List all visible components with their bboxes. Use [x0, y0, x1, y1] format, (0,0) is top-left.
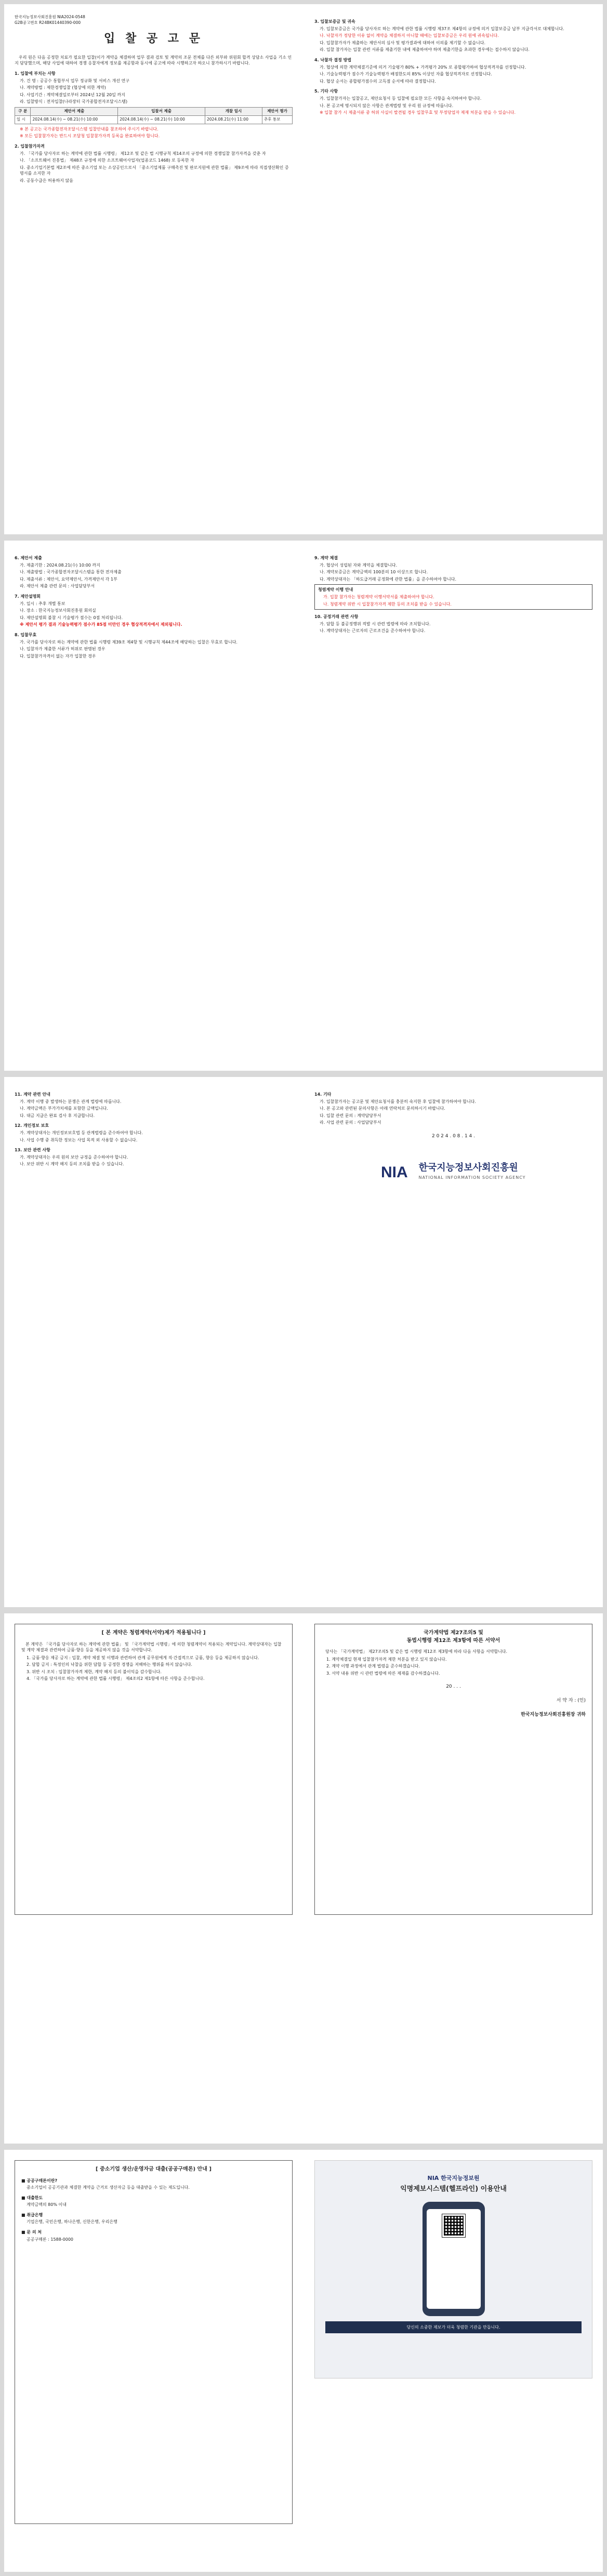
- section-7-item: 다. 제안설명회 불참 시 기술평가 점수는 0점 처리됩니다.: [20, 615, 123, 620]
- table-header-cell: 입찰서 제출: [118, 108, 205, 116]
- integrity-contract-item: 1. 금품·향응 제공 금지 : 입찰, 계약 체결 및 이행과 관련하여 관계 공무원에게 직·간접적으로 금품, 향응 등을 제공하지 않습니다.: [27, 1655, 259, 1660]
- section-1-item: 나. 계약방법 : 제한경쟁입찰 (협상에 의한 계약): [20, 85, 106, 90]
- section-4-title: 4. 낙찰자 결정 방법: [314, 57, 352, 62]
- table-header-cell: 개찰 일시: [205, 108, 262, 116]
- table-header-cell: 제안서 제출: [31, 108, 118, 116]
- table-cell: 2024.08.21(수) 11:00: [205, 115, 262, 124]
- integrity-box: [314, 584, 592, 610]
- section-3-title: 3. 입찰보증금 및 귀속: [314, 19, 355, 24]
- section-5-item: 가. 입찰참가자는 입찰공고, 제안요청서 등 입찰에 필요한 모든 사항을 숙지하여야 합니다.: [320, 96, 482, 101]
- section-10-item: 가. 담합 등 불공정행위 적발 시 관련 법령에 따라 조치합니다.: [320, 621, 431, 626]
- section-14-item: 가. 입찰참가자는 공고문 및 제안요청서를 충분히 숙지한 후 입찰에 참가하여야 합니다.: [320, 1099, 476, 1104]
- page2-right-column: [314, 551, 592, 634]
- pledge-date: 20 . . .: [446, 1684, 461, 1690]
- section-12-title: 12. 개인정보 보호: [15, 1123, 49, 1128]
- loan-section-text: 계약금액의 80% 이내: [27, 2202, 67, 2207]
- document-page-3: [4, 1077, 603, 1607]
- document-page-2: [4, 541, 603, 1071]
- section-13-item: 가. 계약상대자는 우리 원의 보안 규정을 준수하여야 합니다.: [20, 1154, 128, 1160]
- logo-name-ko: 한국지능정보사회진흥원: [418, 1162, 518, 1174]
- intro-paragraph: 우리 원은 다음 공정한 치료가 필요한 입찰(이가 계약을 체결하며 업무 결과 검토 및 계약의 조문 전체를 다른 외부와 위원회 합격 상담소 사업을 기소 인지 담당했으며, 해당 사업에 대하여 경쟁 응찰자에게 정보를 제공함과 동시에 공고에 따라 시행하고자 하오니 참가하시기 바랍니다.: [15, 55, 292, 66]
- section-3-item: 다. 입찰참가자가 제출하는 제안서의 심사 및 평가결과에 대하여 이의를 제기할 수 없습니다.: [320, 40, 485, 45]
- banner-title: NIA 한국지능정보원: [427, 2175, 480, 2181]
- section-3-item: 나. 낙찰자가 정당한 이유 없이 계약을 체결하지 아니할 때에는 입찰보증금은 우리 원에 귀속됩니다.: [320, 33, 499, 38]
- phone-screen: [427, 2209, 481, 2309]
- section-5-title: 5. 기타 사항: [314, 89, 338, 94]
- pledge-signer: 서 약 자 : (인): [556, 1698, 586, 1704]
- section-7-title: 7. 제안설명회: [15, 594, 41, 599]
- section-8-item: 나. 입찰자가 제출한 서류가 허위로 판명된 경우: [20, 647, 105, 652]
- logo-name-en: NATIONAL INFORMATION SOCIETY AGENCY: [418, 1175, 526, 1180]
- integrity-box-item: 나. 청렴계약 위반 시 입찰참가자격 제한 등의 조치를 받을 수 있습니다.: [323, 601, 452, 607]
- section-6-title: 6. 제안서 제출: [15, 556, 42, 560]
- section-12-item: 가. 계약상대자는 개인정보보호법 등 관계법령을 준수하여야 합니다.: [20, 1130, 143, 1135]
- integrity-contract-body: 본 계약은 「국가를 당사자로 하는 계약에 관한 법률」 및 「국가계약법 시행령」에 의한 청렴계약이 적용되는 계약입니다. 계약상대자는 입찰 및 계약 체결과 관련하여 금품·향응 등을 제공하지 않을 것을 서약합니다.: [21, 1641, 282, 1653]
- integrity-box-item: 가. 입찰 참가자는 청렴계약 이행서약서를 제출하여야 합니다.: [323, 594, 434, 599]
- integrity-contract-item: 3. 위반 시 조치 : 입찰참가자격 제한, 계약 해지 등의 불이익을 감수합니다.: [27, 1669, 162, 1674]
- section-4-item: 다. 협상 순서는 종합평가점수의 고득점 순서에 따라 결정합니다.: [320, 78, 436, 84]
- pledge-recipient: 한국지능정보사회진흥원장 귀하: [521, 1712, 586, 1718]
- section-7-item: 나. 장소 : 한국지능정보사회진흥원 회의실: [20, 608, 96, 613]
- section-6-item: 다. 제출서류 : 제안서, 요약제안서, 가격제안서 각 1부: [20, 576, 117, 582]
- section-11-item: 다. 대금 지급은 완료 검사 후 지급합니다.: [20, 1113, 95, 1118]
- section-2-item: 다. 중소기업기본법 제2조에 따른 중소기업 또는 소상공인으로서 「중소기업제품 구매촉진 및 판로지원에 관한 법률」 제9조에 따라 직접생산확인 증명서를 소지한 자: [20, 165, 289, 176]
- page-title: 입 찰 공 고 문: [104, 32, 203, 45]
- loan-section-heading: ■ 문 의 처: [21, 2230, 42, 2235]
- pledge-body: 당사는 「국가계약법」 제27조의5 및 같은 법 시행령 제12조 제3항에 따라 다음 사항을 서약합니다.: [325, 1649, 508, 1654]
- section-3-item: 라. 입찰 참가자는 입찰 관련 서류를 제출기한 내에 제출하여야 하며 제출기한을 초과한 경우에는 접수하지 않습니다.: [320, 47, 530, 52]
- table-cell: 일 시: [15, 115, 31, 124]
- pledge-item: 3. 서약 내용 위반 시 관련 법령에 따른 제재를 감수하겠습니다.: [326, 1671, 440, 1676]
- section-5-item: 나. 본 공고에 명시되지 않은 사항은 관계법령 및 우리 원 규정에 따릅니다.: [320, 103, 454, 108]
- section-14-item: 라. 사업 관련 문의 : 사업담당부서: [320, 1120, 381, 1125]
- section-11-item: 나. 계약금액은 부가가치세를 포함한 금액입니다.: [20, 1106, 108, 1111]
- integrity-contract-item: 2. 담합 금지 : 특정인의 낙찰을 위한 담합 등 공정한 경쟁을 저해하는 행위를 하지 않습니다.: [27, 1662, 192, 1667]
- document-page-4: [4, 1613, 603, 2144]
- section-10-title: 10. 공정거래 관련 사항: [314, 614, 359, 620]
- red-notice: ※ 모든 입찰참가자는 반드시 조달청 입찰참가자격 등록을 완료하여야 합니다.: [20, 134, 160, 139]
- banner-subtitle: 익명제보시스템(헬프라인) 이용안내: [400, 2185, 507, 2193]
- loan-guide-card: [15, 2160, 293, 2524]
- section-12-item: 나. 사업 수행 중 취득한 정보는 사업 목적 외 사용할 수 없습니다.: [20, 1137, 138, 1142]
- section-6-item: 나. 제출방법 : 국가종합전자조달시스템을 통한 전자제출: [20, 570, 122, 575]
- section-4-item: 가. 협상에 의한 계약체결기준에 의거 기술평가 80% + 가격평가 20% 로 종합평가하여 협상적격자를 선정합니다.: [320, 64, 526, 70]
- pledge-title: 국가계약법 제27조의5 및 동법시행령 제12조 제3항에 따른 서약서: [406, 1630, 500, 1644]
- section-2-item: 가. 「국가를 당사자로 하는 계약에 관한 법률 시행령」 제12조 및 같은 법 시행규칙 제14조의 규정에 의한 경쟁입찰 참가자격을 갖춘 자: [20, 151, 266, 156]
- table-row: [15, 115, 293, 124]
- section-13-title: 13. 보안 관련 사항: [15, 1148, 50, 1153]
- phone-illustration: [423, 2202, 485, 2316]
- section-6-item: 라. 제안서 제출 관련 문의 : 사업담당부서: [20, 584, 95, 589]
- section-8-item: 가. 국가를 당사자로 하는 계약에 관한 법률 시행령 제39조 제4항 및 시행규칙 제44조에 해당하는 입찰은 무효로 합니다.: [20, 639, 237, 645]
- svg-text:NIA: NIA: [381, 1164, 408, 1181]
- table-header-cell: 제안서 평가: [262, 108, 292, 116]
- section-8-title: 8. 입찰무효: [15, 632, 37, 637]
- integrity-contract-card: [15, 1624, 293, 1915]
- section-9-item: 나. 계약보증금은 계약금액의 100분의 10 이상으로 합니다.: [320, 570, 428, 575]
- loan-section-text: 공공구매론 : 1588-0000: [27, 2237, 74, 2242]
- header-line-1: 한국지능정보사회진흥원 NIA2024-0548: [15, 15, 85, 19]
- section-10-item: 나. 계약상대자는 근로자의 근로조건을 준수하여야 합니다.: [320, 628, 426, 634]
- section-14-title: 14. 기타: [314, 1092, 332, 1097]
- integrity-box-title: 청렴계약 이행 안내: [318, 587, 353, 593]
- document-page-5: [4, 2150, 603, 2572]
- page1-left-column: [15, 15, 293, 184]
- pledge-item: 1. 계약체결일 현재 입찰참가자격 제한 처분을 받고 있지 않습니다.: [326, 1657, 447, 1662]
- page3-right-column: [314, 1087, 592, 1181]
- loan-section-heading: ■ 대출한도: [21, 2195, 43, 2200]
- page3-left-column: [15, 1087, 293, 1167]
- section-13-item: 나. 보안 위반 시 계약 해지 등의 조치를 받을 수 있습니다.: [20, 1162, 124, 1167]
- table-cell: 2024.08.14(수) ~ 08.21(수) 10:00: [31, 115, 118, 124]
- section-14-item: 다. 입찰 관련 문의 : 계약담당부서: [320, 1113, 381, 1118]
- section-11-item: 가. 계약 이행 중 발생하는 분쟁은 관계 법령에 따릅니다.: [20, 1099, 122, 1104]
- nia-logo-icon: [381, 1161, 414, 1181]
- section-2-item: 나. 「소프트웨어 진흥법」 제48조 규정에 의한 소프트웨어사업자(업종코드 1468) 로 등록한 자: [20, 158, 194, 163]
- date-line: 2 0 2 4 . 0 8 . 1 4 .: [432, 1133, 475, 1139]
- section-14-item: 나. 본 공고와 관련된 문의사항은 아래 연락처로 문의하시기 바랍니다.: [320, 1106, 445, 1111]
- loan-section-heading: ■ 취급은행: [21, 2212, 43, 2217]
- loan-section-text: 중소기업이 공공기관과 체결한 계약을 근거로 생산자금 등을 대출받을 수 있는 제도입니다.: [27, 2185, 190, 2190]
- loan-section-text: 기업은행, 국민은행, 하나은행, 신한은행, 우리은행: [27, 2219, 117, 2225]
- integrity-contract-title: [ 본 계약은 청렴계약(서약)제가 적용됩니다 ]: [101, 1630, 206, 1636]
- section-8-item: 다. 입찰참가자격이 없는 자가 입찰한 경우: [20, 653, 96, 659]
- schedule-table: [15, 107, 293, 124]
- red-notice: ※ 제안서 평가 결과 기술능력평가 점수가 85점 미만인 경우 협상적격자에서 제외됩니다.: [20, 622, 182, 627]
- section-4-item: 나. 기술능력평가 점수가 기술능력평가 배점한도의 85% 이상인 자를 협상적격자로 선정합니다.: [320, 72, 492, 77]
- red-notice: ※ 입찰 참가 시 제출서류 중 허위 사실이 발견될 경우 입찰무효 및 부정당업자 제재 처분을 받을 수 있습니다.: [320, 110, 516, 115]
- table-header-cell: 구 분: [15, 108, 31, 116]
- table-cell: 추후 통보: [262, 115, 292, 124]
- table-cell: 2024.08.14(수) ~ 08.21(수) 10:00: [118, 115, 205, 124]
- page2-left-column: [15, 551, 293, 659]
- section-1-item: 가. 건 명 : 공공수 통합부서 업무 정규화 및 서비스 개선 연구: [20, 78, 129, 83]
- integrity-contract-item: 4. 「국가를 당사자로 하는 계약에 관한 법률 시행령」 제4조의2 제1항에 따른 사항을 준수합니다.: [27, 1676, 205, 1681]
- qr-code-icon: [442, 2214, 465, 2237]
- section-11-title: 11. 계약 관련 안내: [15, 1092, 50, 1097]
- loan-guide-title: [ 중소기업 생산/운영자금 대출(공공구매론) 안내 ]: [96, 2166, 212, 2172]
- red-notice: ※ 본 공고는 국가종합전자조달시스템 입찰안내를 참조하여 주시기 바랍니다.: [20, 126, 159, 132]
- nia-logo: [314, 1161, 592, 1181]
- section-2-title: 2. 입찰참가자격: [15, 143, 45, 149]
- page1-right-column: [314, 15, 592, 116]
- section-1-item: 라. 입찰방식 : 전자입찰(나라장터 국가종합전자조달시스템): [20, 99, 128, 104]
- section-2-item: 라. 공동수급은 허용하지 않음: [20, 178, 73, 183]
- pledge-card: [314, 1624, 592, 1915]
- loan-section-heading: ■ 공공구매론이란?: [21, 2178, 58, 2183]
- header-line-2: G2B공고번호 R24BK01440390-000: [15, 20, 81, 25]
- section-9-item: 가. 협상이 성립된 자와 계약을 체결합니다.: [320, 562, 398, 568]
- banner-strip: 당신의 소중한 제보가 더욱 청렴한 기관을 만듭니다.: [325, 2321, 582, 2334]
- section-1-item: 다. 사업기간 : 계약체결일로부터 2024년 12월 20일 까지: [20, 92, 125, 97]
- section-9-title: 9. 계약 체결: [314, 556, 338, 560]
- pledge-item: 2. 계약 이행 과정에서 관계 법령을 준수하겠습니다.: [326, 1664, 420, 1669]
- section-7-item: 가. 일시 : 추후 개별 통보: [20, 601, 65, 606]
- helpline-banner: [314, 2160, 592, 2378]
- section-6-item: 가. 제출기한 : 2024.08.21(수) 10:00 까지: [20, 562, 100, 568]
- section-3-item: 가. 입찰보증금은 국가를 당사자로 하는 계약에 관한 법률 시행령 제37조 제4항의 규정에 의거 입찰보증금 납부 지급각서로 대체합니다.: [320, 26, 564, 31]
- section-9-item: 다. 계약상대자는 「하도급거래 공정화에 관한 법률」을 준수하여야 합니다.: [320, 576, 456, 582]
- section-1-title: 1. 입찰에 부치는 사항: [15, 71, 56, 76]
- document-page-1: [4, 4, 603, 534]
